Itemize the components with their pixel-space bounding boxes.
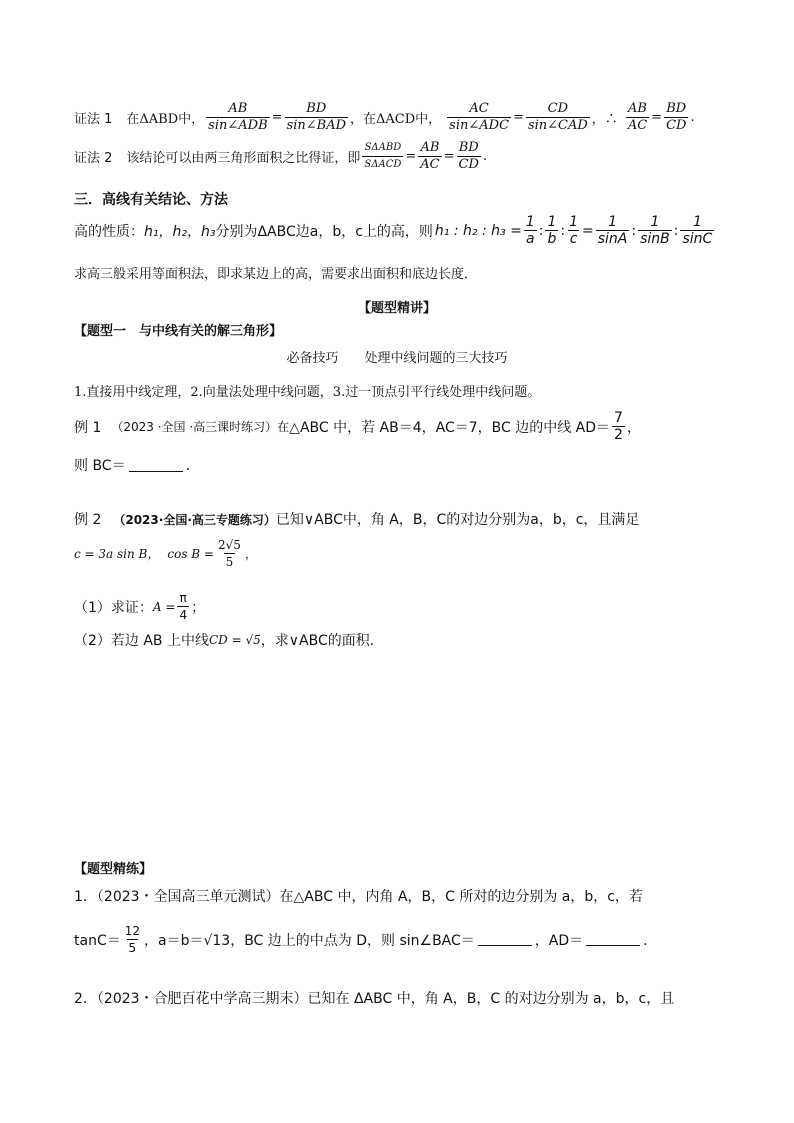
problem-2-line-1: 2．（2023・合肥百花中学高三期末）已知在 ΔABC 中，角 A，B，C 的对边分别为 a，b，c，且: [74, 991, 675, 1007]
proof-1-text-1: 在ΔABD中，: [126, 112, 205, 127]
answer-blank[interactable]: [129, 459, 183, 472]
fraction-denominator: sinC: [682, 231, 713, 247]
answer-blank[interactable]: [586, 933, 640, 946]
fraction-numerator: AC: [469, 101, 489, 116]
fraction-denominator: sinA: [597, 231, 628, 247]
fraction-numerator: 1: [547, 214, 557, 230]
fraction-denominator: 5: [128, 941, 137, 955]
fraction-numerator: 2√5: [217, 538, 241, 552]
problem-1-text: ，a＝b＝√13，BC 边上的中点为 D，则 sin∠BAC＝: [144, 932, 475, 949]
fraction: [457, 140, 481, 173]
example-2-question-1: [74, 590, 205, 623]
fraction-numerator: 12: [124, 924, 140, 938]
fraction: [285, 101, 348, 134]
fraction-numerator: AB: [228, 101, 248, 116]
fraction-numerator: BD: [458, 140, 479, 155]
fraction-denominator: sin∠ADB: [208, 118, 268, 133]
fraction-denominator: sin∠BAD: [286, 118, 347, 133]
fraction-denominator: sin∠ADC: [449, 118, 510, 133]
fraction-denominator: SΔACD: [362, 156, 403, 173]
fraction-numerator: AB: [420, 140, 440, 155]
fraction-denominator: a: [525, 231, 535, 247]
example-2-label: 例 2: [74, 512, 102, 528]
height-ratio: h₁ : h₂ : h₃ =: [434, 222, 522, 239]
question-2-text: （2）若边 AB 上中线: [74, 633, 209, 649]
example-2-line-1: [74, 509, 639, 529]
height-property-line: 高的性质： h₁，h₂，h₃ 分别为ΔABC边a，b，c上的高，则 h₁ : h₂ : h₃ = $\frac{1}{a}$ : $\frac{1}{b}$ : $\frac{1}{c}$ = $\frac{1}{\sin A}$ : $\frac{1}{\sin B}$ : $\frac{1}{\sin C}$: [74, 214, 713, 247]
fraction-numerator: CD: [547, 101, 569, 116]
proof-1-label: 证法 1: [74, 112, 113, 127]
proof-1-line: 证法 1 在ΔABD中， $\frac{AB}{\text{sin∠ADB}}$ = $\frac{BD}{\text{sin∠BAD}}$ ，在ΔACD中， $\frac{AC}{\text{sin∠ADC}}$ = $\frac{CD}{\text{sin∠CAD}}$ ，∴ $\frac{AB}{AC}$ = $\frac{BD}{CD}$ .: [74, 101, 695, 133]
example-2-question-2: [74, 630, 384, 650]
comma: ，: [244, 547, 257, 561]
fraction-denominator: 2: [614, 427, 623, 443]
proof-2-label: 证法 2: [74, 151, 113, 166]
question-1-expr: A =: [152, 599, 176, 614]
example-1-text: △ABC 中，若 AB＝4，AC＝7，BC 边的中线 AD＝: [289, 419, 611, 436]
height-method: 求高三般采用等面积法，即求某边上的高，需要求出面积和底边长度．: [74, 267, 478, 282]
height-property-text: 分别为ΔABC边a，b，c上的高，则: [215, 223, 433, 240]
fraction-denominator: b: [547, 231, 557, 247]
fraction-numerator: 1: [525, 214, 535, 230]
fraction: [216, 537, 243, 570]
section-heading-jingjiang: 【题型精讲】: [357, 301, 436, 316]
example-1-label: 例 1: [74, 419, 102, 436]
example-1-line-1: [74, 410, 641, 443]
fraction-numerator: 7: [614, 410, 623, 426]
height-property-label: 高的性质：: [74, 223, 144, 240]
question-1-label: （1）求证：: [74, 599, 153, 616]
answer-blank[interactable]: [478, 933, 532, 946]
problem-1-tan: tanC＝: [74, 932, 121, 949]
example-2-text: 已知∨ABC中，角 A，B，C的对边分别为a，b，c，且满足: [275, 512, 640, 528]
fraction: [177, 590, 189, 623]
fraction: [638, 214, 672, 247]
problem-1-ad: ，AD＝: [534, 932, 584, 949]
proof-2-text: 该结论可以由两三角形面积之比得证，即: [126, 151, 361, 166]
fraction: [596, 214, 630, 247]
fraction-numerator: 1: [608, 214, 618, 230]
example-1-source: （2023 ·全国 ·高三课时练习）在: [111, 420, 290, 434]
fraction: [612, 410, 625, 443]
proof-1-text-3: ，∴: [591, 112, 618, 127]
fraction-denominator: CD: [458, 157, 479, 172]
question-2-ask: ，求∨ABC的面积．: [260, 633, 384, 649]
proof-2-line: 证法 2 该结论可以由两三角形面积之比得证，即 $\frac{\text{SΔABD}}{\text{SΔACD}}$ = $\frac{AB}{AC}$ = $\frac{BD}{CD}$ .: [74, 140, 488, 172]
fraction: [362, 140, 403, 173]
type-1-heading: 【题型一 与中线有关的解三角形】: [74, 324, 283, 339]
period: .: [690, 110, 695, 125]
example-1-question: 则 BC＝: [74, 458, 126, 474]
fraction: [524, 214, 537, 247]
comma: ，: [626, 419, 641, 436]
fraction-denominator: 5: [225, 555, 234, 569]
fraction-numerator: BD: [666, 101, 687, 116]
fraction-numerator: AB: [628, 101, 647, 116]
semicolon: ；: [191, 599, 206, 616]
example-1-line-2: [74, 455, 200, 475]
fraction-denominator: sin∠CAD: [527, 118, 588, 133]
fraction-denominator: CD: [666, 118, 687, 133]
fraction: [206, 101, 269, 134]
fraction-numerator: 1: [569, 214, 578, 230]
fraction-numerator: 1: [650, 214, 660, 230]
fraction: [680, 214, 714, 247]
fraction-denominator: AC: [420, 157, 440, 172]
fraction: [626, 101, 649, 134]
fraction: [526, 101, 590, 134]
fraction: [664, 101, 688, 134]
condition-2: cos B =: [167, 546, 214, 561]
skills-title: 必备技巧 处理中线问题的三大技巧: [286, 351, 508, 366]
height-symbols: h₁，h₂，h₃: [144, 223, 216, 240]
fraction-denominator: sinB: [640, 231, 670, 247]
fraction-numerator: BD: [306, 101, 327, 116]
fraction: [567, 214, 580, 247]
fraction-denominator: c: [569, 231, 578, 247]
question-2-expr: CD = √5: [209, 633, 261, 647]
period: ．: [185, 458, 200, 474]
fraction: [447, 101, 511, 134]
problem-1-line-1: 1．（2023・全国高三单元测试）在△ABC 中，内角 A，B，C 所对的边分别为 a，b，c，若: [74, 889, 643, 905]
condition-1: c = 3a sin B，: [74, 547, 160, 561]
example-2-line-2: [74, 537, 257, 570]
example-2-source: （2023·全国·高三专题练习）: [113, 512, 276, 527]
fraction-numerator: π: [179, 591, 187, 605]
period: .: [482, 149, 488, 164]
fraction: [123, 923, 142, 956]
skills-list: 1.直接用中线定理，2.向量法处理中线问题，3.过一顶点引平行线处理中线问题。: [74, 385, 541, 400]
fraction-numerator: SΔABD: [364, 142, 402, 153]
fraction-denominator: AC: [627, 118, 648, 133]
fraction-denominator: 4: [179, 608, 188, 622]
proof-1-text-2: ，在ΔACD中，: [350, 112, 442, 127]
section-title: 三．高线有关结论、方法: [74, 192, 228, 208]
problem-1-line-2: [74, 923, 657, 956]
period: ．: [643, 932, 658, 949]
fraction-numerator: 1: [692, 214, 702, 230]
fraction: [418, 140, 441, 173]
fraction: [545, 214, 558, 247]
section-heading-jinglian: 【题型精练】: [74, 862, 153, 877]
